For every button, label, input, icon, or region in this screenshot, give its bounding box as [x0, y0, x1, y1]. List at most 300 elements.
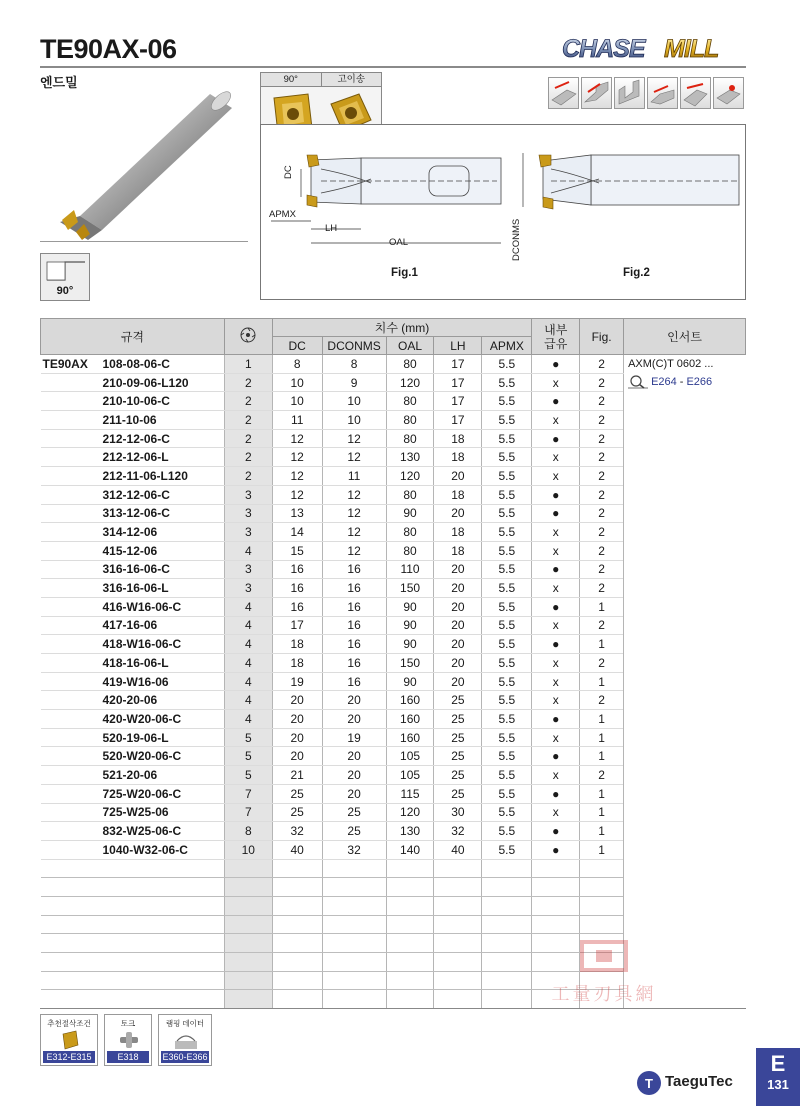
empty-cell — [532, 896, 580, 915]
lh-cell: 20 — [434, 504, 482, 523]
model-code: 725-W20-06-C — [102, 786, 182, 801]
dc-cell: 12 — [272, 448, 322, 467]
lh-cell: 18 — [434, 485, 482, 504]
section-letter: E — [770, 1051, 786, 1076]
chasemill-logo — [560, 30, 750, 66]
fig-cell: 2 — [580, 448, 624, 467]
ref-ramping-data[interactable] — [158, 1014, 212, 1066]
dim-oal-label: OAL — [389, 237, 409, 248]
dc-cell: 10 — [272, 392, 322, 411]
subheader-dc: DC — [272, 337, 322, 355]
fig-cell: 1 — [580, 803, 624, 822]
model-cell — [41, 392, 225, 411]
z-cell: 2 — [224, 467, 272, 486]
coolant-cell: x — [532, 654, 580, 673]
insert-ref-icon — [60, 1029, 80, 1051]
fig-cell: 1 — [580, 597, 624, 616]
dconms-cell: 16 — [322, 579, 386, 598]
model-code: 210-09-06-L120 — [102, 375, 189, 390]
lh-cell: 25 — [434, 747, 482, 766]
apmx-cell: 5.5 — [482, 710, 532, 729]
page-title: TE90AX-06 — [40, 34, 177, 64]
insert-angle-label: 90° — [283, 74, 298, 85]
oal-cell: 130 — [386, 448, 434, 467]
lh-cell: 17 — [434, 411, 482, 430]
z-cell: 4 — [224, 616, 272, 635]
model-code: 520-W20-06-C — [102, 749, 182, 764]
apmx-cell: 5.5 — [482, 579, 532, 598]
header-coolant: 내부 급유 — [532, 319, 580, 355]
fig-cell: 2 — [580, 411, 624, 430]
ramping-ref-icon — [173, 1029, 199, 1051]
oal-cell: 80 — [386, 392, 434, 411]
z-cell: 3 — [224, 579, 272, 598]
angle-symbol-icon — [41, 254, 89, 284]
dc-cell: 20 — [272, 710, 322, 729]
subheader-oal: OAL — [386, 337, 434, 355]
z-cell: 7 — [224, 784, 272, 803]
apmx-cell: 5.5 — [482, 411, 532, 430]
model-code: 108-08-06-C — [102, 356, 170, 371]
model-code: 316-16-06-C — [102, 562, 170, 577]
model-cell — [41, 448, 225, 467]
coolant-cell: x — [532, 579, 580, 598]
dc-cell: 32 — [272, 822, 322, 841]
slotting-icon — [614, 77, 645, 109]
model-cell — [41, 822, 225, 841]
ramping-icon — [647, 77, 678, 109]
dconms-cell: 16 — [322, 654, 386, 673]
coolant-cell: x — [532, 672, 580, 691]
apmx-cell: 5.5 — [482, 523, 532, 542]
empty-cell — [532, 878, 580, 897]
model-prefix: TE90AX — [42, 356, 88, 371]
oal-cell: 110 — [386, 560, 434, 579]
shoulder-milling-icon — [581, 77, 612, 109]
coolant-cell: ● — [532, 597, 580, 616]
empty-cell — [41, 859, 225, 878]
z-cell: 4 — [224, 635, 272, 654]
oal-cell: 105 — [386, 766, 434, 785]
model-cell — [41, 467, 225, 486]
fig-cell: 2 — [580, 504, 624, 523]
lh-cell: 18 — [434, 448, 482, 467]
model-cell — [41, 635, 225, 654]
ref-torque[interactable] — [104, 1014, 152, 1066]
model-cell — [41, 485, 225, 504]
dc-cell: 12 — [272, 485, 322, 504]
empty-cell — [224, 896, 272, 915]
empty-cell — [224, 915, 272, 934]
empty-cell — [322, 953, 386, 972]
empty-cell — [322, 934, 386, 953]
empty-cell — [272, 915, 322, 934]
apmx-cell: 5.5 — [482, 597, 532, 616]
fig-cell: 1 — [580, 672, 624, 691]
empty-cell — [322, 990, 386, 1009]
coolant-cell: ● — [532, 784, 580, 803]
z-cell: 2 — [224, 411, 272, 430]
z-cell: 4 — [224, 541, 272, 560]
empty-cell — [434, 990, 482, 1009]
z-cell: 2 — [224, 429, 272, 448]
lh-cell: 20 — [434, 616, 482, 635]
dconms-cell: 20 — [322, 747, 386, 766]
empty-cell — [532, 859, 580, 878]
z-cell: 4 — [224, 597, 272, 616]
lh-cell: 17 — [434, 392, 482, 411]
model-code: 316-16-06-L — [102, 581, 169, 596]
lh-cell: 20 — [434, 467, 482, 486]
apmx-cell: 5.5 — [482, 691, 532, 710]
apmx-cell: 5.5 — [482, 766, 532, 785]
lh-cell: 20 — [434, 654, 482, 673]
plunging-icon — [680, 77, 711, 109]
oal-cell: 160 — [386, 728, 434, 747]
face-milling-icon — [548, 77, 579, 109]
model-cell — [41, 803, 225, 822]
logo-chase-text: CHASE — [562, 35, 645, 63]
empty-cell — [434, 859, 482, 878]
empty-cell — [322, 896, 386, 915]
z-cell: 4 — [224, 710, 272, 729]
subheader-lh: LH — [434, 337, 482, 355]
ref-cutting-conditions[interactable] — [40, 1014, 98, 1066]
lh-cell: 40 — [434, 840, 482, 859]
coolant-cell: ● — [532, 840, 580, 859]
empty-cell — [224, 953, 272, 972]
logo-mill-text: MILL — [664, 35, 719, 63]
apmx-cell: 5.5 — [482, 541, 532, 560]
empty-cell — [434, 896, 482, 915]
fig-cell: 2 — [580, 485, 624, 504]
oal-cell: 80 — [386, 541, 434, 560]
z-cell: 3 — [224, 485, 272, 504]
empty-cell — [482, 896, 532, 915]
empty-cell — [434, 971, 482, 990]
oal-cell: 90 — [386, 672, 434, 691]
lh-cell: 25 — [434, 784, 482, 803]
spec-table — [40, 318, 746, 1009]
apmx-cell: 5.5 — [482, 504, 532, 523]
dconms-cell: 25 — [322, 822, 386, 841]
oal-cell: 90 — [386, 597, 434, 616]
model-cell — [41, 523, 225, 542]
dconms-cell: 10 — [322, 411, 386, 430]
apmx-cell: 5.5 — [482, 635, 532, 654]
coolant-cell: ● — [532, 635, 580, 654]
empty-cell — [434, 934, 482, 953]
model-code: 418-16-06-L — [102, 655, 169, 670]
dconms-cell: 16 — [322, 560, 386, 579]
model-code: 211-10-06 — [102, 412, 157, 427]
dconms-cell: 12 — [322, 504, 386, 523]
fig-cell: 2 — [580, 766, 624, 785]
empty-cell — [272, 859, 322, 878]
dc-cell: 20 — [272, 728, 322, 747]
lh-cell: 25 — [434, 691, 482, 710]
photo-divider — [40, 241, 248, 242]
dconms-cell: 12 — [322, 429, 386, 448]
model-cell — [41, 616, 225, 635]
apmx-cell: 5.5 — [482, 784, 532, 803]
dimension-figure-panel — [260, 124, 746, 300]
apmx-cell: 5.5 — [482, 355, 532, 374]
model-cell — [41, 840, 225, 859]
header-spec: 규격 — [41, 319, 225, 355]
oal-cell: 120 — [386, 373, 434, 392]
apmx-cell: 5.5 — [482, 822, 532, 841]
empty-cell — [482, 859, 532, 878]
model-code: 417-16-06 — [102, 618, 158, 633]
fig-cell: 2 — [580, 355, 624, 374]
insert-page-separator: - — [679, 376, 684, 388]
insert-cell — [624, 355, 746, 1009]
empty-cell — [580, 859, 624, 878]
empty-cell — [41, 953, 225, 972]
model-cell — [41, 429, 225, 448]
entering-angle-label: 90° — [56, 285, 74, 297]
empty-cell — [386, 915, 434, 934]
fig-cell: 1 — [580, 710, 624, 729]
flute-count-icon — [239, 326, 257, 344]
empty-cell — [322, 878, 386, 897]
model-cell — [41, 766, 225, 785]
lh-cell: 18 — [434, 429, 482, 448]
fig-cell: 2 — [580, 691, 624, 710]
empty-cell — [322, 971, 386, 990]
model-cell — [41, 691, 225, 710]
dim-apmx-label: APMX — [269, 209, 296, 220]
header-flutes — [224, 319, 272, 355]
coolant-cell: x — [532, 803, 580, 822]
empty-cell — [224, 971, 272, 990]
empty-cell — [272, 934, 322, 953]
dc-cell: 14 — [272, 523, 322, 542]
fig-cell: 1 — [580, 635, 624, 654]
apmx-cell: 5.5 — [482, 747, 532, 766]
ref-page: E360-E366 — [162, 1052, 208, 1062]
model-cell — [41, 597, 225, 616]
section-tab — [756, 1048, 800, 1106]
empty-cell — [434, 878, 482, 897]
svg-text:T: T — [645, 1076, 653, 1091]
fig-cell: 2 — [580, 373, 624, 392]
model-cell — [41, 504, 225, 523]
apmx-cell: 5.5 — [482, 467, 532, 486]
lh-cell: 30 — [434, 803, 482, 822]
model-cell — [41, 672, 225, 691]
fig-cell: 2 — [580, 523, 624, 542]
apmx-cell: 5.5 — [482, 429, 532, 448]
model-code: 314-12-06 — [102, 525, 158, 540]
z-cell: 2 — [224, 392, 272, 411]
dim-dconms-label: DCONMS — [511, 218, 522, 261]
z-cell: 1 — [224, 355, 272, 374]
empty-cell — [272, 971, 322, 990]
dc-cell: 11 — [272, 411, 322, 430]
header-fig: Fig. — [580, 319, 624, 355]
fig-cell: 1 — [580, 747, 624, 766]
fig-cell: 2 — [580, 392, 624, 411]
header-divider — [40, 66, 746, 68]
apmx-cell: 5.5 — [482, 803, 532, 822]
model-code: 521-20-06 — [102, 767, 158, 782]
model-cell — [41, 373, 225, 392]
oal-cell: 160 — [386, 710, 434, 729]
z-cell: 10 — [224, 840, 272, 859]
fig-cell: 2 — [580, 467, 624, 486]
oal-cell: 130 — [386, 822, 434, 841]
coolant-cell: ● — [532, 355, 580, 374]
coolant-cell: ● — [532, 504, 580, 523]
page-number: 131 — [767, 1077, 789, 1092]
z-cell: 7 — [224, 803, 272, 822]
coolant-cell: x — [532, 411, 580, 430]
header-dimensions: 치수 (mm) — [272, 319, 532, 337]
model-code: 419-W16-06 — [102, 674, 169, 689]
ref-title: 램핑 데이터 — [165, 1019, 205, 1028]
empty-cell — [532, 915, 580, 934]
dc-cell: 18 — [272, 654, 322, 673]
dc-cell: 19 — [272, 672, 322, 691]
lh-cell: 17 — [434, 373, 482, 392]
fig-cell: 1 — [580, 728, 624, 747]
model-code: 212-12-06-L — [102, 450, 169, 465]
wrench-icon — [117, 1029, 141, 1051]
apmx-cell: 5.5 — [482, 672, 532, 691]
apmx-cell: 5.5 — [482, 373, 532, 392]
dim-lh-label: LH — [325, 223, 338, 234]
dc-cell: 8 — [272, 355, 322, 374]
model-cell — [41, 560, 225, 579]
application-icons — [548, 77, 746, 117]
dc-cell: 16 — [272, 579, 322, 598]
brand-name: TaeguTec — [665, 1073, 733, 1090]
model-code: 210-10-06-C — [102, 394, 170, 409]
oal-cell: 90 — [386, 504, 434, 523]
z-cell: 5 — [224, 747, 272, 766]
oal-cell: 80 — [386, 429, 434, 448]
dconms-cell: 11 — [322, 467, 386, 486]
empty-cell — [386, 934, 434, 953]
oal-cell: 150 — [386, 579, 434, 598]
oal-cell: 140 — [386, 840, 434, 859]
table-bottom-divider — [40, 1008, 746, 1009]
empty-cell — [224, 878, 272, 897]
z-cell: 8 — [224, 822, 272, 841]
entering-angle-box — [40, 253, 90, 301]
coolant-cell: ● — [532, 560, 580, 579]
oal-cell: 160 — [386, 691, 434, 710]
dc-cell: 18 — [272, 635, 322, 654]
dc-cell: 21 — [272, 766, 322, 785]
empty-cell — [482, 915, 532, 934]
empty-cell — [482, 971, 532, 990]
insert-code: AXM(C)T 0602 ... — [628, 358, 714, 370]
model-cell — [41, 784, 225, 803]
dc-cell: 16 — [272, 560, 322, 579]
insert-type-label: 고이송 — [321, 73, 382, 86]
empty-cell — [580, 896, 624, 915]
empty-cell — [41, 934, 225, 953]
model-cell — [41, 355, 225, 374]
lh-cell: 32 — [434, 822, 482, 841]
ref-page: E318 — [107, 1051, 149, 1063]
model-code: 416-W16-06-C — [102, 599, 182, 614]
dc-cell: 40 — [272, 840, 322, 859]
empty-cell — [482, 953, 532, 972]
empty-cell — [41, 896, 225, 915]
coolant-cell: x — [532, 523, 580, 542]
model-code: 420-20-06 — [102, 693, 158, 708]
insert-page-link[interactable] — [628, 373, 745, 391]
dconms-cell: 25 — [322, 803, 386, 822]
lh-cell: 18 — [434, 523, 482, 542]
dconms-cell: 16 — [322, 672, 386, 691]
empty-cell — [41, 915, 225, 934]
model-cell — [41, 728, 225, 747]
empty-cell — [482, 990, 532, 1009]
z-cell: 5 — [224, 766, 272, 785]
watermark-logo-icon — [534, 938, 674, 978]
z-cell: 4 — [224, 672, 272, 691]
table-row — [41, 355, 746, 374]
coolant-cell: x — [532, 728, 580, 747]
empty-cell — [272, 896, 322, 915]
dconms-cell: 16 — [322, 616, 386, 635]
lh-cell: 20 — [434, 672, 482, 691]
coolant-cell: x — [532, 616, 580, 635]
dconms-cell: 12 — [322, 541, 386, 560]
model-code: 1040-W32-06-C — [102, 842, 188, 857]
empty-cell — [322, 859, 386, 878]
empty-cell — [580, 878, 624, 897]
coolant-cell: ● — [532, 392, 580, 411]
coolant-cell: ● — [532, 710, 580, 729]
dconms-cell: 20 — [322, 710, 386, 729]
empty-cell — [386, 878, 434, 897]
z-cell: 4 — [224, 691, 272, 710]
model-cell — [41, 411, 225, 430]
coolant-cell: x — [532, 373, 580, 392]
insert-page-start: E264 — [651, 376, 677, 388]
dc-cell: 25 — [272, 784, 322, 803]
model-cell — [41, 747, 225, 766]
apmx-cell: 5.5 — [482, 616, 532, 635]
dconms-cell: 16 — [322, 635, 386, 654]
empty-cell — [386, 896, 434, 915]
dconms-cell: 20 — [322, 784, 386, 803]
lh-cell: 25 — [434, 710, 482, 729]
oal-cell: 120 — [386, 467, 434, 486]
oal-cell: 80 — [386, 355, 434, 374]
product-category: 엔드밀 — [40, 75, 78, 90]
fig1-label: Fig.1 — [391, 267, 418, 279]
fig-cell: 2 — [580, 541, 624, 560]
watermark — [534, 938, 674, 1008]
dc-cell: 15 — [272, 541, 322, 560]
pocketing-icon — [713, 77, 744, 109]
magnifier-icon — [628, 375, 648, 389]
dconms-cell: 19 — [322, 728, 386, 747]
model-code: 418-W16-06-C — [102, 637, 182, 652]
coolant-cell: x — [532, 467, 580, 486]
fig-cell: 1 — [580, 784, 624, 803]
oal-cell: 115 — [386, 784, 434, 803]
dconms-cell: 12 — [322, 523, 386, 542]
model-cell — [41, 710, 225, 729]
